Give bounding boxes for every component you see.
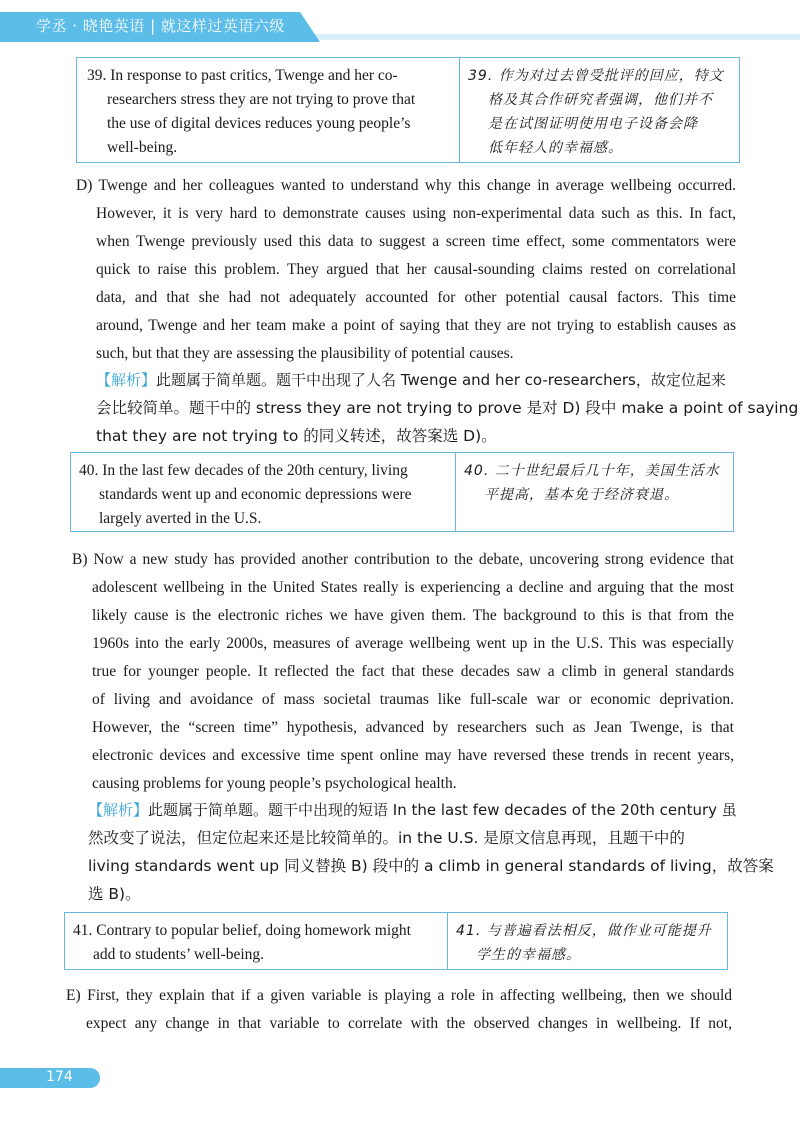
paragraph-line: quick to raise this problem. They argued that her causal-sounding claims rested on correlational bbox=[96, 261, 736, 278]
paragraph-line: electronic devices and excessive time spent online may have reversed these trends in recent years, bbox=[92, 747, 734, 764]
question-40-english bbox=[79, 453, 455, 531]
q39-cn-line: 低年轻人的幸福感。 bbox=[488, 140, 623, 156]
page-number: 174 bbox=[46, 1069, 73, 1085]
q41-en-line: add to students’ well-being. bbox=[93, 946, 265, 963]
paragraph-line: E) First, they explain that if a given variable is playing a role in affecting wellbeing, then we should bbox=[66, 987, 732, 1004]
q41-en-line: 41. Contrary to popular belief, doing homework might bbox=[73, 922, 411, 939]
paragraph-b bbox=[72, 546, 734, 798]
header-title: 学丞 · 晓艳英语 | 就这样过英语六级 bbox=[36, 17, 285, 35]
q39-en-line: well-being. bbox=[107, 139, 178, 156]
analysis-tag: 【解析】 bbox=[88, 801, 149, 819]
paragraph-line: likely cause is the electronic riches we have given them. The background to this is that from the bbox=[92, 607, 734, 624]
q39-en-line: 39. In response to past critics, Twenge and her co- bbox=[87, 67, 398, 84]
q39-en-line: the use of digital devices reduces young people’s bbox=[107, 115, 411, 132]
analysis-39 bbox=[96, 366, 799, 450]
paragraph-line: expect any change in that variable to correlate with the observed changes in wellbeing. If not, bbox=[86, 1015, 732, 1032]
question-40-chinese bbox=[455, 453, 733, 531]
q39-cn-line: 格及其合作研究者强调，他们并不 bbox=[488, 92, 713, 108]
q41-cn-line: 41. 与普遍看法相反，做作业可能提升 bbox=[456, 923, 712, 939]
question-box-39 bbox=[76, 57, 740, 163]
paragraph-line: However, the “screen time” hypothesis, advanced by researchers such as Jean Twenge, is that bbox=[92, 719, 734, 736]
q40-cn-line: 平提高，基本免于经济衰退。 bbox=[484, 487, 679, 503]
paragraph-line: causing problems for young people’s psychological health. bbox=[92, 775, 457, 792]
analysis-line: 然改变了说法，但定位起来还是比较简单的。in the U.S. 是原文信息再现，且题干中的 bbox=[88, 829, 685, 847]
question-41-chinese bbox=[447, 913, 727, 969]
q39-cn-line: 39. 作为对过去曾受批评的回应，特文 bbox=[468, 68, 724, 84]
analysis-line: that they are not trying to 的同义转述，故答案选 D)。 bbox=[96, 427, 497, 445]
paragraph-line: data, and that she had not adequately accounted for other potential causal factors. This time bbox=[96, 289, 736, 306]
question-39-english bbox=[87, 58, 459, 162]
analysis-text: 此题属于简单题。题干中出现的短语 In the last few decades of the 20th century 虽 bbox=[148, 801, 737, 819]
paragraph-line: D) Twenge and her colleagues wanted to understand why this change in average wellbeing occurred. bbox=[76, 177, 736, 194]
paragraph-line: B) Now a new study has provided another contribution to the debate, uncovering strong evidence that bbox=[72, 551, 734, 568]
paragraph-line: However, it is very hard to demonstrate causes using non-experimental data such as this. In fact, bbox=[96, 205, 736, 222]
question-39-chinese bbox=[459, 58, 739, 162]
q40-cn-line: 40. 二十世纪最后几十年，美国生活水 bbox=[464, 463, 720, 479]
q40-en-line: largely averted in the U.S. bbox=[99, 510, 262, 527]
paragraph-line: around, Twenge and her team make a point of saying that they are not trying to establish causes as bbox=[96, 317, 736, 334]
paragraph-e bbox=[66, 982, 732, 1038]
analysis-line: living standards went up 同义替换 B) 段中的 a climb in general standards of living，故答案 bbox=[88, 857, 774, 875]
paragraph-line: when Twenge previously used this data to suggest a screen time effect, some commentators were bbox=[96, 233, 736, 250]
q39-en-line: researchers stress they are not trying to prove that bbox=[107, 91, 416, 108]
paragraph-d bbox=[76, 172, 736, 368]
analysis-text: 此题属于简单题。题干中出现了人名 Twenge and her co-researchers，故定位起来 bbox=[156, 371, 726, 389]
analysis-line: 选 B)。 bbox=[88, 885, 141, 903]
q40-en-line: standards went up and economic depressions were bbox=[99, 486, 412, 503]
paragraph-line: 1960s into the early 2000s, measures of average wellbeing went up in the U.S. This was especially bbox=[92, 635, 734, 652]
paragraph-line: such, but that they are assessing the plausibility of potential causes. bbox=[96, 345, 514, 362]
paragraph-line: true for younger people. It reflected the fact that these decades saw a climb in general standards bbox=[92, 663, 734, 680]
paragraph-line: adolescent wellbeing in the United States really is experiencing a decline and arguing that the most bbox=[92, 579, 734, 596]
analysis-tag: 【解析】 bbox=[96, 371, 157, 389]
question-41-english bbox=[73, 913, 449, 969]
q39-cn-line: 是在试图证明使用电子设备会降 bbox=[488, 116, 698, 132]
question-box-41 bbox=[64, 912, 728, 970]
analysis-line bbox=[88, 796, 737, 824]
q40-en-line: 40. In the last few decades of the 20th century, living bbox=[79, 462, 408, 479]
q41-cn-line: 学生的幸福感。 bbox=[476, 947, 581, 963]
analysis-line bbox=[96, 366, 736, 394]
analysis-40 bbox=[88, 796, 774, 908]
paragraph-line: of living and avoidance of mass societal traumas like full-scale war or economic deprivation. bbox=[92, 691, 734, 708]
analysis-line: 会比较简单。题干中的 stress they are not trying to prove 是对 D) 段中 make a point of saying bbox=[96, 399, 799, 417]
question-box-40 bbox=[70, 452, 734, 532]
